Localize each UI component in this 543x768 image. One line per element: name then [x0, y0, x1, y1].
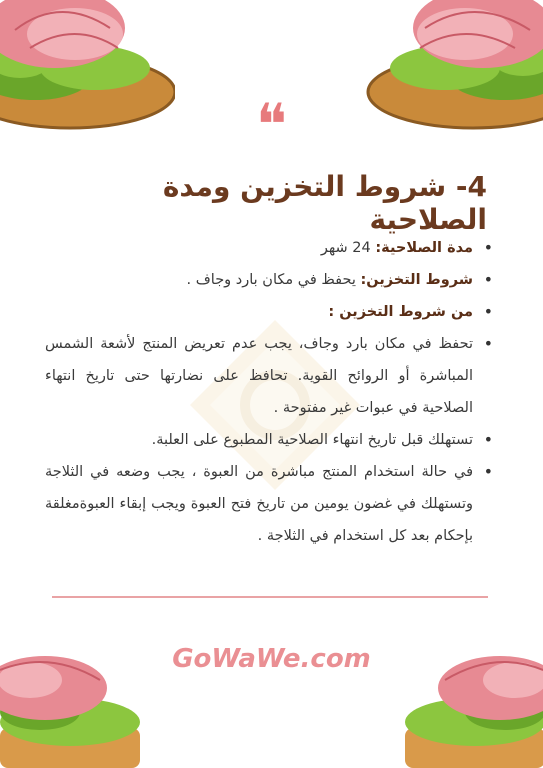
divider [52, 596, 488, 598]
brand-logo: GoWaWe.com [172, 644, 371, 674]
list-item-storage-conditions [45, 264, 493, 296]
list-item-text: يحفظ في مكان بارد وجاف . [186, 272, 361, 288]
ham-bread-bottom-left-icon [0, 650, 150, 768]
page-title: 4- شروط التخزين ومدة الصلاحية [162, 170, 487, 236]
storage-content [45, 232, 493, 552]
list-item-label: من شروط التخزين : [328, 304, 473, 320]
list-item-text: في حالة استخدام المنتج مباشرة من العبوة ، يجب وضعه في الثلاجة وتستهلك في غضون يومين من تاريخ فتح العبوة ويجب إبقاء العبوةمغلقة بإحكام بعد كل استخدام في الثلاجة . [45, 464, 473, 544]
list-item-storage-heading [45, 296, 493, 328]
list-item [45, 456, 493, 552]
list-item-text: تحفظ في مكان بارد وجاف، يجب عدم تعريض المنتج لأشعة الشمس المباشرة أو الروائح القوية. تحافظ على نضارتها حتى تاريخ انتهاء الصلاحية في عبوات غير مفتوحة . [45, 336, 473, 416]
list-item [45, 328, 493, 424]
list-item-text: 24 شهر [320, 240, 376, 256]
list-item-label: شروط التخزين: [360, 272, 473, 288]
list-item-text: تستهلك قبل تاريخ انتهاء الصلاحية المطبوع على العلبة. [151, 432, 473, 448]
quote-mark-icon: ❝ [255, 91, 288, 159]
list-item-shelf-life [45, 232, 493, 264]
ham-bread-bottom-right-icon [400, 650, 543, 768]
list-item [45, 424, 493, 456]
storage-list [45, 232, 493, 552]
list-item-label: مدة الصلاحية: [375, 240, 473, 256]
